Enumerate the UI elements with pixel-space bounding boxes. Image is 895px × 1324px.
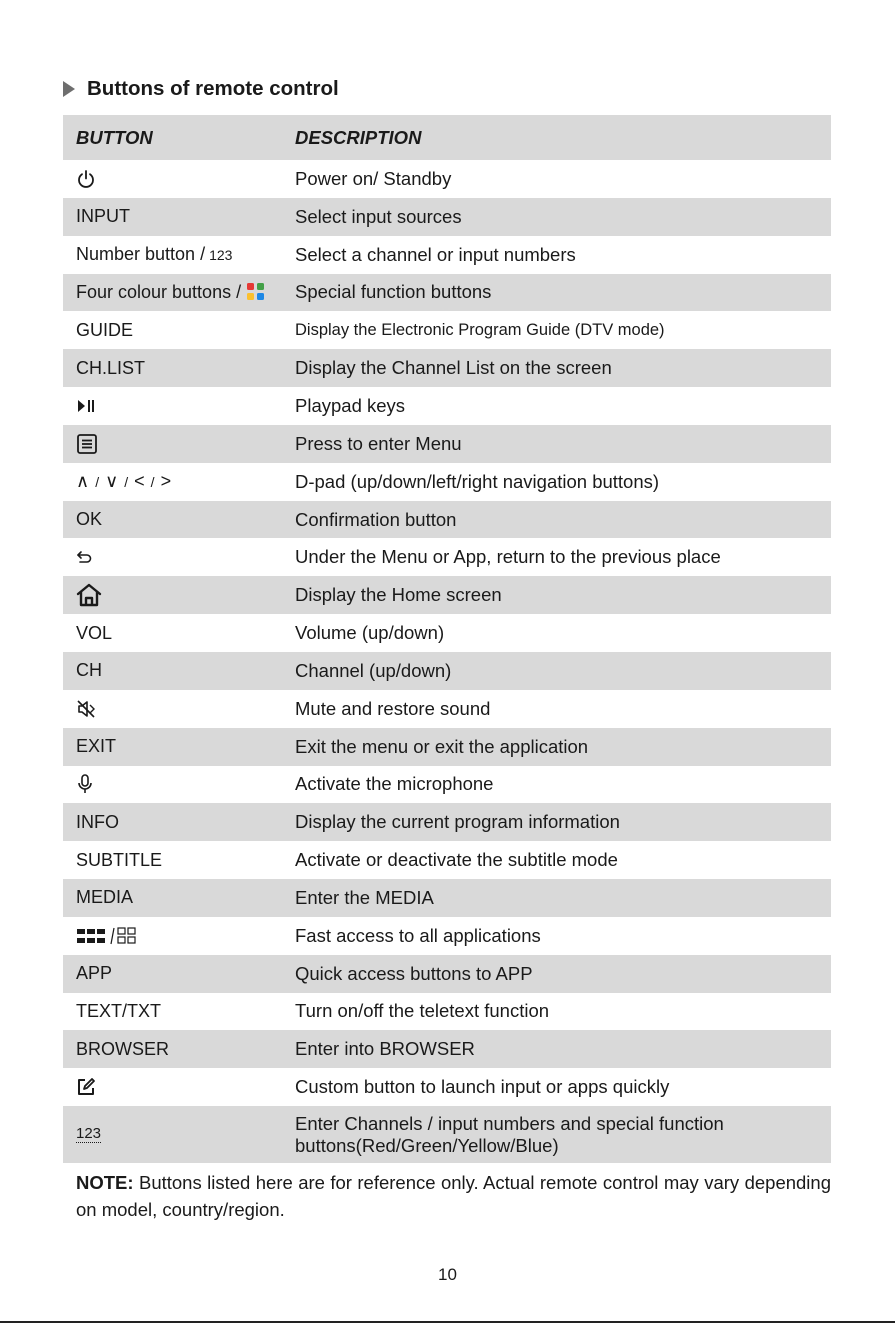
description-cell: Special function buttons	[295, 281, 492, 303]
dpad-right-label: >	[160, 471, 172, 492]
play-pause-icon	[76, 398, 96, 414]
description-cell: Press to enter Menu	[295, 432, 462, 454]
table-row	[63, 463, 831, 501]
number-123-label: 123	[209, 246, 233, 263]
table-row	[63, 955, 831, 993]
table-row	[63, 652, 831, 690]
table-row	[63, 274, 831, 312]
note-label: NOTE:	[76, 1172, 134, 1193]
button-cell: TEXT/TXT	[76, 1000, 161, 1021]
remote-buttons-table	[63, 115, 831, 1163]
table-row	[63, 1106, 831, 1163]
description-cell: Under the Menu or App, return to the previous place	[295, 546, 721, 568]
description-cell: Enter into BROWSER	[295, 1038, 475, 1060]
button-cell: ∧ / ∨ / < / >	[76, 471, 172, 492]
description-cell: Quick access buttons to APP	[295, 962, 533, 984]
description-cell: Fast access to all applications	[295, 924, 541, 946]
table-row	[63, 501, 831, 539]
table-row	[63, 311, 831, 349]
table-row	[63, 728, 831, 766]
button-cell: INFO	[76, 811, 119, 832]
button-cell: MEDIA	[76, 887, 134, 908]
button-cell: SUBTITLE	[76, 849, 163, 870]
button-cell	[63, 926, 295, 946]
button-cell	[63, 583, 295, 607]
description-cell: Exit the menu or exit the application	[295, 735, 589, 757]
button-cell	[63, 1077, 295, 1097]
table-row	[63, 917, 831, 955]
table-row	[63, 387, 831, 425]
dpad-left-label: <	[134, 471, 145, 492]
description-cell: Power on/ Standby	[295, 167, 452, 189]
edit-icon	[76, 1077, 96, 1097]
button-cell	[63, 773, 295, 795]
note-text: Buttons listed here are for reference only. Actual remote control may vary depending on model, country/region.	[76, 1172, 831, 1220]
table-row	[63, 879, 831, 917]
table-row	[63, 349, 831, 387]
button-cell: GUIDE	[76, 319, 134, 340]
table-row	[63, 766, 831, 804]
description-cell: Display the current program information	[295, 811, 620, 833]
description-cell: D-pad (up/down/left/right navigation buttons)	[295, 470, 660, 492]
button-cell	[63, 433, 295, 455]
header-button: BUTTON	[76, 126, 153, 148]
description-cell: Playpad keys	[295, 394, 406, 416]
button-cell	[63, 549, 295, 565]
table-row	[63, 538, 831, 576]
note-paragraph	[76, 1169, 831, 1223]
description-cell: Turn on/off the teletext function	[295, 1000, 550, 1022]
table-row	[63, 160, 831, 198]
dpad-down-label: ∨	[105, 471, 119, 492]
four-colour-dots-icon	[246, 282, 266, 302]
table-row	[63, 993, 831, 1031]
button-cell: VOL	[76, 622, 113, 643]
table-row	[63, 614, 831, 652]
button-label: Number button /	[76, 244, 206, 265]
number-123-icon: 123	[76, 1125, 102, 1143]
mute-icon	[76, 699, 96, 719]
description-cell: Confirmation button	[295, 508, 457, 530]
table-row	[63, 803, 831, 841]
power-icon	[76, 169, 96, 189]
table-row	[63, 236, 831, 274]
description-cell: Enter Channels / input numbers and special function buttons(Red/Green/Yellow/Blue)	[295, 1112, 724, 1156]
button-cell	[63, 282, 295, 303]
description-cell: Channel (up/down)	[295, 659, 452, 681]
description-cell: Enter the MEDIA	[295, 886, 434, 908]
table-row	[63, 690, 831, 728]
apps-grid-icon	[76, 926, 138, 946]
description-cell: Activate the microphone	[295, 773, 494, 795]
button-cell	[63, 398, 295, 414]
menu-icon	[76, 433, 98, 455]
section-title: Buttons of remote control	[87, 77, 339, 100]
description-cell: Custom button to launch input or apps quickly	[295, 1076, 670, 1098]
button-cell	[63, 1126, 295, 1143]
description-cell: Mute and restore sound	[295, 697, 491, 719]
button-label: Four colour buttons /	[76, 281, 242, 302]
header-description: DESCRIPTION	[295, 126, 422, 148]
button-cell: CH.LIST	[76, 357, 146, 378]
description-cell: Display the Home screen	[295, 584, 502, 606]
table-header	[63, 115, 831, 160]
button-cell: BROWSER	[76, 1038, 170, 1059]
description-cell: Select a channel or input numbers	[295, 243, 576, 265]
button-cell: OK	[76, 509, 103, 530]
button-cell: CH	[76, 660, 102, 681]
table-row	[63, 576, 831, 614]
description-cell: Display the Electronic Program Guide (DTV mode)	[295, 321, 665, 340]
home-icon	[76, 583, 102, 607]
table-row	[63, 841, 831, 879]
section-heading	[63, 76, 339, 102]
back-arrow-icon	[76, 549, 94, 565]
triangle-bullet-icon	[63, 81, 75, 97]
table-row	[63, 198, 831, 236]
page-number: 10	[438, 1265, 457, 1284]
description-cell: Display the Channel List on the screen	[295, 357, 612, 379]
table-row	[63, 1030, 831, 1068]
button-cell	[63, 244, 295, 265]
button-cell: EXIT	[76, 736, 117, 757]
microphone-icon	[76, 773, 94, 795]
button-cell	[63, 699, 295, 719]
description-cell: Select input sources	[295, 205, 462, 227]
description-cell: Activate or deactivate the subtitle mode	[295, 849, 618, 871]
dpad-up-label: ∧	[76, 471, 90, 492]
table-row	[63, 1068, 831, 1106]
button-cell	[63, 169, 295, 189]
table-row	[63, 425, 831, 463]
button-cell: APP	[76, 963, 113, 984]
bottom-rule	[0, 1321, 895, 1323]
description-cell: Volume (up/down)	[295, 622, 445, 644]
button-cell: INPUT	[76, 206, 130, 227]
